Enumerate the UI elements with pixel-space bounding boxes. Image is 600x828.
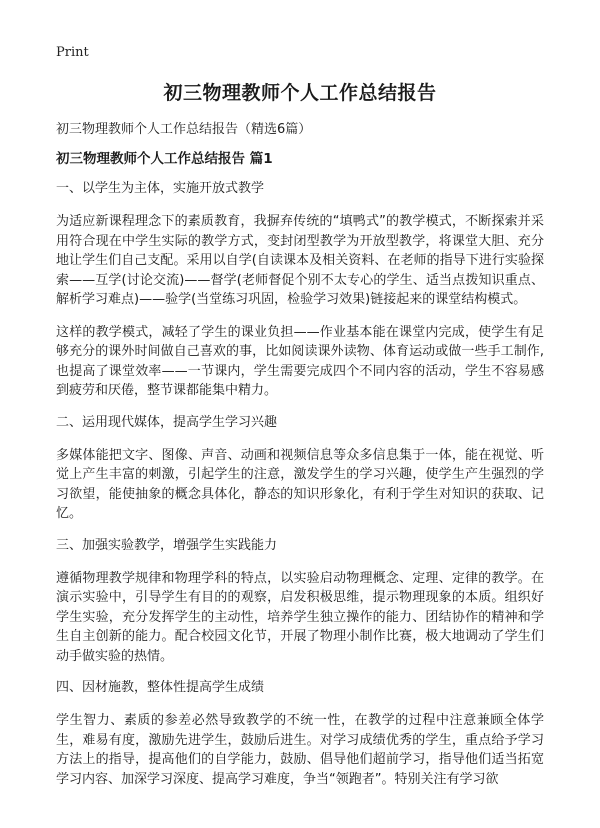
section-heading-3: 三、加强实验教学，增强学生实践能力 — [56, 537, 278, 553]
section-2-paragraph-1: 多媒体能把文字、图像、声音、动画和视频信息等众多信息集于一体，能在视觉、听觉上产生丰富的刺激，引起学生的注意，激发学生的学习兴趣，使学生产生强烈的学习欲望，能使抽象的概念具体化，静态的知识形象化，有利于学生对知识的获取、记忆。 — [56, 447, 544, 521]
section-4-paragraph-1: 学生智力、素质的参差必然导致教学的不统一性，在教学的过程中注意兼顾全体学生，难易有度，激励先进学生，鼓励后进生。对学习成绩优秀的学生，重点给予学习方法上的指导，提高他们的自学能力，鼓励、倡导他们超前学习，指导他们适当拓宽学习内容、加深学习深度、提高学习难度，争当“领跑者”。特别关注有学习欲 — [56, 713, 544, 787]
section-3-paragraph-1: 遵循物理教学规律和物理学科的特点，以实验启动物理概念、定理、定律的教学。在演示实验中，引导学生有目的的观察，启发积极思维，提示物理现象的本质。组织好学生实验，充分发挥学生的主动性，培养学生独立操作的能力、团结协作的精神和学生自主创新的能力。配合校园文化节，开展了物理小制作比赛，极大地调动了学生们动手做实验的热情。 — [56, 570, 544, 664]
article-body — [56, 150, 544, 802]
section-heading-1: 一、以学生为主体，实施开放式教学 — [56, 181, 265, 196]
document-subtitle: 初三物理教师个人工作总结报告（精选6篇） — [56, 122, 312, 137]
article-title: 初三物理教师个人工作总结报告 篇1 — [56, 151, 273, 167]
section-1-paragraph-1: 为适应新课程理念下的素质教育，我摒弃传统的“填鸭式”的教学模式，不断探索并采用符合现在中学生实际的教学方式，变封闭型教学为开放型教学，将课堂大胆、充分地让学生们自己支配。采用以自学(自读课本及相关资料、在老师的指导下进行实验探索——互学(讨论交流)——督学(老师督促个别不太专心的学生、适当点拨知识重点、解析学习难点)——验学(当堂练习巩固，检验学习效果)链接起来的课堂结构模式。 — [56, 214, 544, 307]
print-link[interactable]: Print — [56, 45, 89, 60]
document-title: 初三物理教师个人工作总结报告 — [163, 82, 437, 104]
section-heading-2: 二、运用现代媒体，提高学生学习兴趣 — [56, 414, 278, 430]
section-1-paragraph-2: 这样的教学模式，减轻了学生的课业负担——作业基本能在课堂内完成，使学生有足够充分的课外时间做自己喜欢的事，比如阅读课外读物、体育运动或做一些手工制作,也提高了课堂效率——一节课内，学生需要完成四个不同内容的活动，学生不容易感到疲劳和厌倦，整节课都能集中精力。 — [56, 324, 544, 398]
section-heading-4: 四、因材施教，整体性提高学生成绩 — [56, 680, 265, 695]
